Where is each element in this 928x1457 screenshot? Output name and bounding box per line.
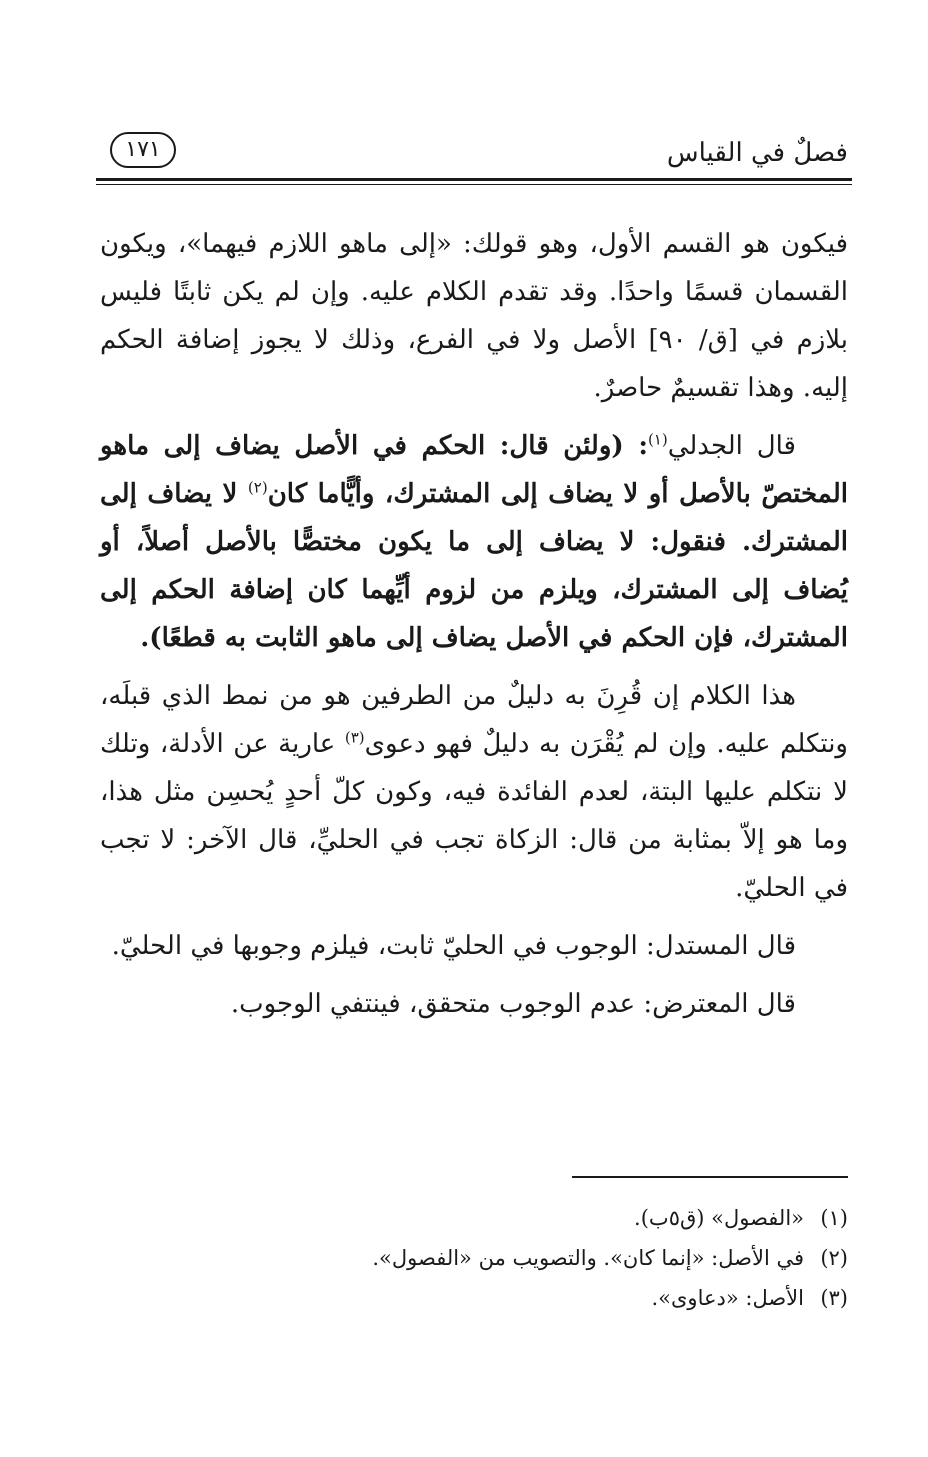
paragraph-5-text: قال المعترض: عدم الوجوب متحقق، فينتفي الوجوب. [230, 989, 796, 1019]
paragraph-5 [100, 980, 848, 1028]
footnote-text: «الفصول» (ق٥ب). [634, 1206, 804, 1230]
paragraph-3-text-b: عارية عن الأدلة، وتلك لا نتكلم عليها البتة، لعدم الفائدة فيه، وكون كلّ أحدٍ يُحسِن مثل هذا، وما هو إلاّ بمثابة من قال: الزكاة تجب في الحليِّ، قال الآخر: لا تجب في الحليّ. [100, 729, 848, 903]
paragraph-2 [100, 422, 848, 662]
footnote-marker: (٣) [820, 1286, 848, 1310]
footnote-ref-3[interactable]: (٣) [344, 728, 365, 747]
paragraph-3 [100, 672, 848, 912]
paragraph-1-text: فيكون هو القسم الأول، وهو قولك: «إلى ماهو اللازم فيهما»، ويكون القسمان قسمًا واحدًا. وقد تقدم الكلام عليه. وإن لم يكن ثابتًا فليس بلازم في [ق/ ٩٠] الأصل ولا في الفرع، وذلك لا يجوز إضافة الحكم إليه. وهذا تقسيمٌ حاصرٌ. [100, 229, 848, 403]
paragraph-3-text-a: هذا الكلام إن قُرِنَ به دليلٌ من الطرفين هو من نمط الذي قبلَه، ونتكلم عليه. وإن لم يُقْرَن به دليلٌ فهو دعوى [100, 681, 848, 759]
body-text [100, 220, 848, 1038]
header-rule [96, 178, 852, 181]
footnote-2 [100, 1238, 848, 1278]
paragraph-2-text-a: قال الجدلي [667, 431, 796, 461]
header-rule-thin [96, 184, 852, 185]
running-header [96, 128, 852, 176]
footnote-text: في الأصل: «إنما كان». والتصويب من «الفصول». [372, 1246, 804, 1270]
page-number: ١٧١ [125, 137, 161, 162]
footnote-ref-2[interactable]: (٢) [247, 478, 268, 497]
book-page [96, 0, 852, 1457]
paragraph-4-text: قال المستدل: الوجوب في الحليّ ثابت، فيلزم وجوبها في الحليّ. [111, 931, 796, 961]
paragraph-4 [100, 922, 848, 970]
paragraph-2-quote-a: : (ولئن قال: الحكم في الأصل يضاف إلى ماهو المختصّ بالأصل أو لا يضاف إلى المشترك، وأيًّاما كان [100, 431, 848, 509]
footnote-separator [572, 1176, 848, 1178]
footnotes [100, 1198, 848, 1318]
paragraph-2-quote-b: لا يضاف إلى المشترك. فنقول: لا يضاف إلى ما يكون مختصًّا بالأصل أصلاً، أو يُضاف إلى المشترك، ويلزم من لزوم أيِّهما كان إضافة الحكم إلى المشترك، فإن الحكم في الأصل يضاف إلى ماهو الثابت به قطعًا). [100, 479, 848, 653]
footnote-marker: (٢) [820, 1246, 848, 1270]
footnote-marker: (١) [820, 1206, 848, 1230]
footnote-text: الأصل: «دعاوى». [651, 1286, 804, 1310]
footnote-ref-1[interactable]: (١) [647, 430, 668, 449]
footnote-3 [100, 1278, 848, 1318]
page-number-frame [110, 132, 176, 168]
paragraph-1 [100, 220, 848, 412]
chapter-title: فصلٌ في القياس [666, 138, 848, 168]
footnote-1 [100, 1198, 848, 1238]
